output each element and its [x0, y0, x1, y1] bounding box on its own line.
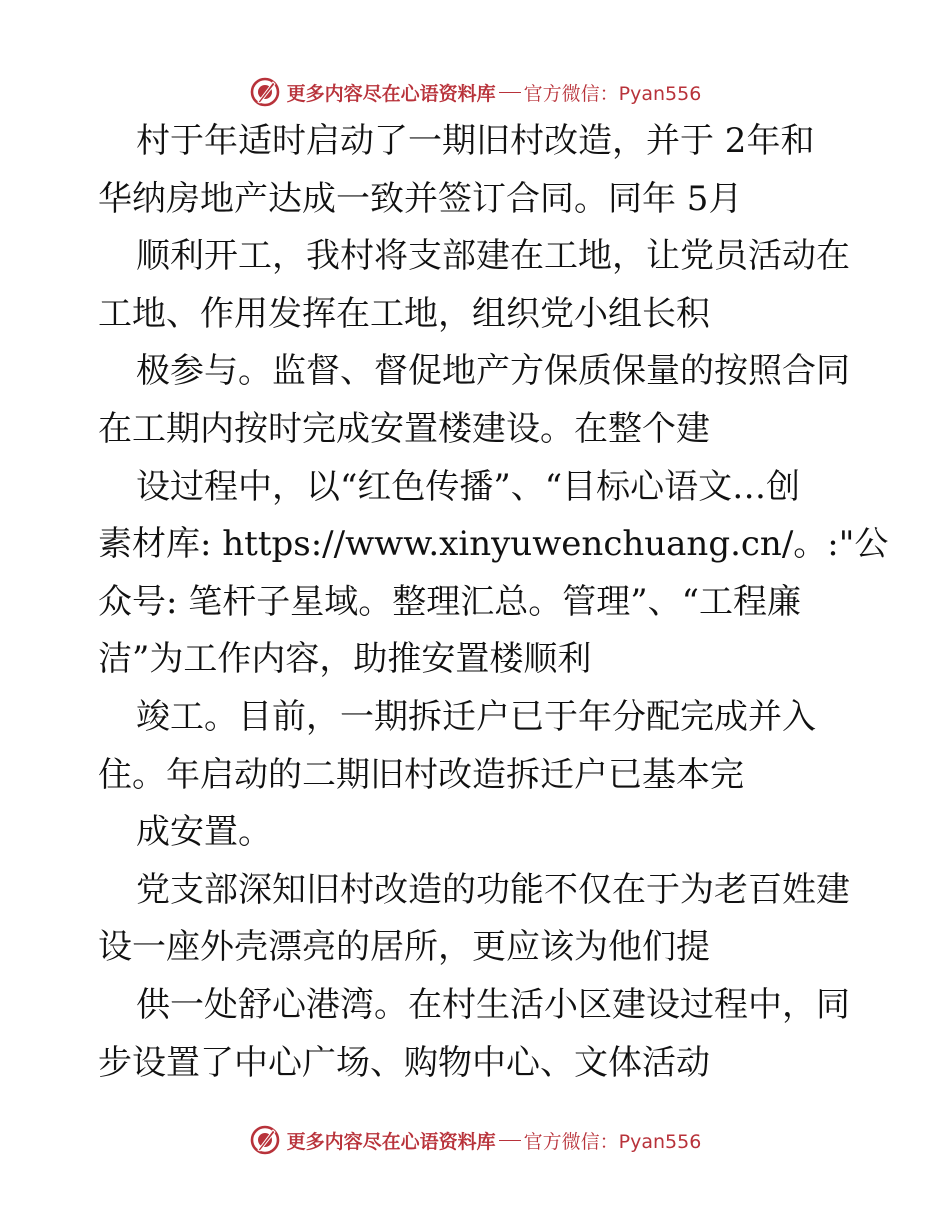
text-line: 在工期内按时完成安置楼建设。在整个建 — [98, 408, 710, 449]
text-line: 华纳房地产达成一致并签订合同。同年 5月 — [98, 178, 743, 219]
text-line: 住。年启动的二期旧村改造拆迁户已基本完 — [98, 754, 744, 795]
quill-logo-icon — [249, 1124, 281, 1156]
quill-logo-icon — [249, 76, 281, 108]
text-line: 顺利开工，我村将支部建在工地，让党员活动在 — [136, 236, 850, 277]
text-line: 竣工。目前，一期拆迁户已于年分配完成并入 — [136, 696, 816, 737]
banner-dash — [499, 1140, 521, 1141]
banner-main-text: 更多内容尽在心语资料库 — [286, 82, 496, 105]
text-line: 设一座外壳漂亮的居所，更应该为他们提 — [98, 927, 710, 968]
banner-dash — [499, 92, 521, 93]
text-line: 党支部深知旧村改造的功能不仅在于为老百姓建 — [136, 869, 850, 910]
text-line: 成安置。 — [136, 812, 272, 853]
banner-wechat-text: 官方微信：Pyan556 — [523, 82, 702, 105]
text-line: 设过程中，以“红色传播”、“目标心语文…创 — [136, 466, 801, 507]
text-line: 供一处舒心港湾。在村生活小区建设过程中，同 — [136, 984, 850, 1025]
text-line: 工地、作用发挥在工地，组织党小组长积 — [98, 293, 710, 334]
banner-main-text: 更多内容尽在心语资料库 — [286, 1130, 496, 1153]
text-line: 村于年适时启动了一期旧村改造，并于 2年和 — [136, 121, 815, 161]
banner-wechat-text: 官方微信：Pyan556 — [523, 1130, 702, 1153]
text-line: 洁”为工作内容，助推安置楼顺利 — [98, 639, 592, 680]
text-line: 极参与。监督、督促地产方保质保量的按照合同 — [136, 351, 850, 392]
text-line: 步设置了中心广场、购物中心、文体活动 — [98, 1042, 710, 1083]
text-line: 众号: 笔杆子星域。整理汇总。管理”、“工程廉 — [98, 581, 802, 622]
document-body — [98, 113, 889, 1092]
text-line: 素材库: https://www.xinyuwenchuang.cn/。:"公 — [98, 524, 889, 565]
header-watermark-banner — [0, 72, 950, 112]
footer-watermark-banner — [0, 1120, 950, 1160]
